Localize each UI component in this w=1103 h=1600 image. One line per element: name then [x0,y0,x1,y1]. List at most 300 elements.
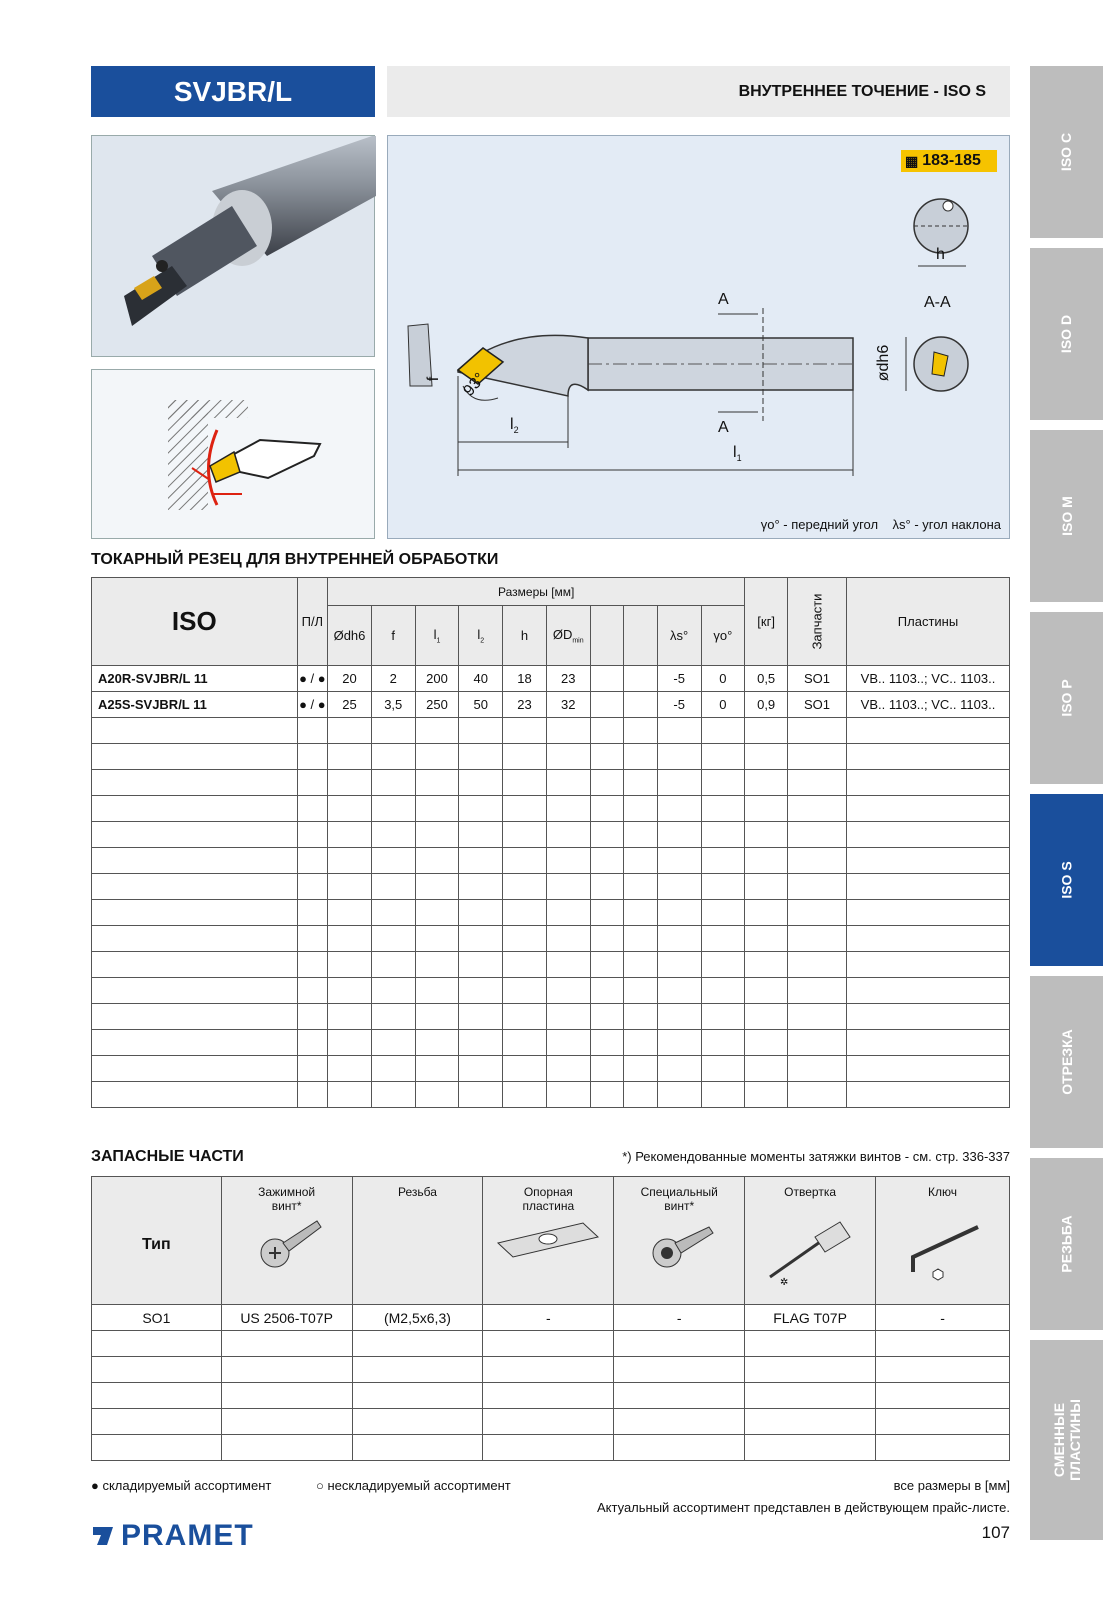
spare-cell [483,1409,614,1435]
table-cell [657,1082,701,1108]
table-cell: 23 [503,692,547,718]
table-cell [590,1056,624,1082]
section-marker-top: A [718,291,729,308]
table-cell [546,1082,590,1108]
table-cell [624,718,658,744]
spare-cell: US 2506-T07P [221,1305,352,1331]
table-row [92,926,1010,952]
col-thread: Резьба [352,1177,483,1305]
table-cell [624,874,658,900]
catalog-reference[interactable]: ▦ 183-185 [901,150,997,172]
table-cell: ● / ● [297,692,328,718]
table-cell [415,1056,459,1082]
tool-code-cell [92,848,298,874]
table-cell [503,848,547,874]
table-row [92,718,1010,744]
brand-mark-icon [91,1523,117,1549]
spare-cell [745,1409,876,1435]
spare-cell [352,1435,483,1461]
table-row [92,822,1010,848]
spare-row [92,1383,1010,1409]
spare-cell: - [614,1305,745,1331]
table-cell [415,900,459,926]
table-cell: 20 [328,666,372,692]
table-cell [459,1030,503,1056]
table-cell: 200 [415,666,459,692]
table-cell [624,848,658,874]
table-cell: 0,5 [745,666,788,692]
table-cell [701,978,745,1004]
table-cell [546,770,590,796]
spare-cell: (M2,5x6,3) [352,1305,483,1331]
tool-code-cell [92,1004,298,1030]
table-cell [415,926,459,952]
table-cell [297,926,328,952]
table-cell [459,848,503,874]
table-cell [546,900,590,926]
spare-cell [614,1435,745,1461]
spare-cell [92,1383,222,1409]
tool-table [91,577,1010,1108]
table-cell [745,926,788,952]
table-cell [371,770,415,796]
table-cell [503,926,547,952]
col-spare: Запчасти [788,578,847,666]
table-cell [459,770,503,796]
spare-cell: - [876,1305,1010,1331]
table-cell [745,1056,788,1082]
table-cell [297,1004,328,1030]
spare-cell [483,1383,614,1409]
spare-cell [483,1435,614,1461]
table-cell [371,952,415,978]
table-row [92,692,1010,718]
col-special-screw: Специальный винт* [614,1177,745,1305]
table-cell [371,900,415,926]
col-empty-1 [590,606,624,666]
table-cell [624,1004,658,1030]
table-cell [657,718,701,744]
table-cell [847,848,1010,874]
col-lambda: λs° [657,606,701,666]
tool-code-cell: A20R-SVJBR/L 11 [92,666,298,692]
table-cell [328,770,372,796]
tool-code-cell [92,744,298,770]
table-cell [546,744,590,770]
spare-cell [92,1435,222,1461]
table-cell [701,926,745,952]
table-cell [328,1030,372,1056]
table-row [92,1082,1010,1108]
tab-cutoff[interactable]: ОТРЕЗКА [1030,976,1103,1148]
table-cell [788,1004,847,1030]
table-cell [459,1056,503,1082]
table-cell [371,926,415,952]
tab-threading[interactable]: РЕЗЬБА [1030,1158,1103,1330]
table-cell [459,978,503,1004]
table-cell [701,874,745,900]
table-cell [297,1030,328,1056]
table-cell: VB.. 1103..; VC.. 1103.. [847,666,1010,692]
table-cell [590,900,624,926]
table-cell [328,1056,372,1082]
table-cell [297,718,328,744]
table-cell [459,718,503,744]
spare-cell [614,1409,745,1435]
angle-legend: γo° - передний угол λs° - угол наклона [760,517,1001,532]
table-cell [503,900,547,926]
spare-cell [614,1383,745,1409]
table-cell [590,978,624,1004]
table-cell [745,978,788,1004]
table-cell [590,952,624,978]
table-cell: 0 [701,666,745,692]
spare-cell [745,1383,876,1409]
table-cell [788,770,847,796]
table-row [92,1056,1010,1082]
table-cell [371,1004,415,1030]
tool-code-cell: A25S-SVJBR/L 11 [92,692,298,718]
table-cell: 50 [459,692,503,718]
table-cell [657,744,701,770]
table-cell [745,718,788,744]
table-cell [371,796,415,822]
table-cell [657,1056,701,1082]
spare-cell [352,1409,483,1435]
table-cell: -5 [657,666,701,692]
table-cell [546,952,590,978]
table-cell: 25 [328,692,372,718]
table-row [92,900,1010,926]
tool-code-cell [92,1082,298,1108]
table-row [92,952,1010,978]
table-cell [847,978,1010,1004]
table-cell [590,822,624,848]
screwdriver-icon [760,1217,860,1287]
table-cell [503,1004,547,1030]
table-cell [503,822,547,848]
units-note: все размеры в [мм] [893,1478,1010,1493]
table-cell [328,978,372,1004]
table-row [92,744,1010,770]
table-cell [847,926,1010,952]
table-cell: 2 [371,666,415,692]
table-cell [745,952,788,978]
tab-inserts[interactable]: СМЕННЫЕ ПЛАСТИНЫ [1030,1340,1103,1540]
table-cell [415,770,459,796]
special-screw-icon [639,1213,719,1273]
table-cell [371,1082,415,1108]
table-cell [657,848,701,874]
category-header: ВНУТРЕННЕЕ ТОЧЕНИЕ - ISO S [387,66,1010,117]
table-cell [415,822,459,848]
spare-cell [352,1383,483,1409]
table-cell: VB.. 1103..; VC.. 1103.. [847,692,1010,718]
table-cell [415,848,459,874]
table-row [92,1030,1010,1056]
spare-cell [92,1409,222,1435]
col-empty-2 [624,606,658,666]
table-cell [328,848,372,874]
table-cell [624,770,658,796]
support-plate-icon [493,1213,603,1263]
table-cell [297,874,328,900]
section-marker-bottom: A [718,419,729,436]
table-cell [328,822,372,848]
table-cell [745,770,788,796]
dim-l2: $l_2$ [510,416,519,436]
table-cell [297,978,328,1004]
spare-row [92,1331,1010,1357]
tab-iso-d[interactable]: ISO D [1030,248,1103,420]
table-cell [459,796,503,822]
table-cell [788,796,847,822]
torque-note: *) Рекомендованные моменты затяжки винтов - см. стр. 336-337 [622,1149,1010,1164]
table-cell [788,1030,847,1056]
nonstock-legend: ○ нескладируемый ассортимент [316,1478,511,1493]
dim-dh6: ødh6 [875,344,893,382]
dim-angle: 93° [460,369,490,400]
table-cell [624,796,658,822]
table-cell [847,1004,1010,1030]
spare-title: ЗАПАСНЫЕ ЧАСТИ [91,1148,244,1165]
table-cell [546,1056,590,1082]
table-cell [459,952,503,978]
spare-cell [745,1357,876,1383]
table-cell [546,796,590,822]
table-cell [328,926,372,952]
table-cell [546,822,590,848]
table-cell [590,848,624,874]
table-cell [415,1004,459,1030]
table-row [92,978,1010,1004]
table-cell [701,718,745,744]
table-cell [745,796,788,822]
tool-code-cell [92,952,298,978]
table-cell [590,926,624,952]
table-cell [328,952,372,978]
table-cell [847,900,1010,926]
table-cell [745,900,788,926]
col-support-plate: Опорная пластина [483,1177,614,1305]
table-cell [328,900,372,926]
table-cell: -5 [657,692,701,718]
table-cell [788,848,847,874]
table-cell [297,900,328,926]
tool-code-cell [92,796,298,822]
table-cell [745,1030,788,1056]
table-cell [546,718,590,744]
tab-iso-s[interactable]: ISO S [1030,794,1103,966]
table-cell [788,978,847,1004]
tab-iso-c[interactable]: ISO C [1030,66,1103,238]
table-cell [657,900,701,926]
table-cell [847,822,1010,848]
table-cell [657,874,701,900]
table-cell [624,822,658,848]
table-cell [328,1082,372,1108]
table-cell [657,822,701,848]
table-cell [847,952,1010,978]
table-cell [745,1004,788,1030]
availability-note: Актуальный ассортимент представлен в действующем прайс-листе. [596,1500,1010,1515]
table-cell [503,952,547,978]
table-cell [503,874,547,900]
table-cell [847,744,1010,770]
table-cell [328,874,372,900]
tab-iso-p[interactable]: ISO P [1030,612,1103,784]
table-cell [788,952,847,978]
table-cell [297,1056,328,1082]
spare-cell [876,1357,1010,1383]
table-cell [788,744,847,770]
table-cell [788,1056,847,1082]
table-cell [624,1082,658,1108]
spare-cell [92,1331,222,1357]
table-cell [371,978,415,1004]
table-cell [745,874,788,900]
table-cell [788,718,847,744]
col-screwdriver: Отвертка ✲ [745,1177,876,1305]
table-cell: 0,9 [745,692,788,718]
col-dmin: $ØD_{min}$ [546,606,590,666]
table-cell [701,1004,745,1030]
table-cell [701,900,745,926]
table-cell [657,952,701,978]
table-row [92,666,1010,692]
table-cell [415,874,459,900]
table-cell [590,796,624,822]
table-cell [503,796,547,822]
brand-logo: PRAMET [91,1519,254,1553]
table-cell [624,1030,658,1056]
table-row [92,848,1010,874]
table-cell [657,1030,701,1056]
table-cell [745,848,788,874]
spare-row [92,1409,1010,1435]
table-row [92,796,1010,822]
table-cell [701,1056,745,1082]
spare-cell [876,1331,1010,1357]
table-cell [546,1030,590,1056]
table-cell [590,744,624,770]
table-cell [788,900,847,926]
spare-row [92,1435,1010,1461]
spare-cell [483,1357,614,1383]
table-cell [701,770,745,796]
table-cell [745,1082,788,1108]
spare-cell [352,1357,483,1383]
spare-cell [876,1383,1010,1409]
tool-photo [91,135,375,357]
table-cell [328,796,372,822]
table-cell [847,874,1010,900]
table-cell [415,1082,459,1108]
tool-code-cell [92,978,298,1004]
table-cell [546,848,590,874]
col-type: Тип [92,1177,222,1305]
table-cell [503,1030,547,1056]
dim-f: f [425,376,443,382]
table-cell [297,952,328,978]
section-label: A-A [924,294,951,311]
dim-h: h [936,246,945,263]
table-cell [657,1004,701,1030]
table-cell [788,1082,847,1108]
spare-cell: SO1 [92,1305,222,1331]
table-cell [624,1056,658,1082]
table-row [92,1004,1010,1030]
table-cell [415,744,459,770]
table-cell: ● / ● [297,666,328,692]
table-cell [788,822,847,848]
table-cell [657,796,701,822]
table-cell [590,692,624,718]
table-row [92,770,1010,796]
table-cell [624,692,658,718]
table-cell [459,822,503,848]
tool-code-cell [92,874,298,900]
table-cell [847,770,1010,796]
page-number: 107 [981,1523,1010,1542]
table-cell [590,770,624,796]
table-cell [297,744,328,770]
table-cell [328,1004,372,1030]
table-cell [297,822,328,848]
stock-legend: ● складируемый ассортимент [91,1478,272,1493]
table-cell [624,900,658,926]
spare-cell [876,1435,1010,1461]
table-cell [459,926,503,952]
table-cell [546,1004,590,1030]
table-cell [459,874,503,900]
application-drawing [91,369,375,539]
spare-cell [221,1357,352,1383]
tool-code-cell [92,900,298,926]
table-cell [328,718,372,744]
table-cell [701,848,745,874]
table-cell: SO1 [788,666,847,692]
table-cell [459,744,503,770]
table-cell [657,978,701,1004]
table-cell [415,978,459,1004]
spare-row [92,1357,1010,1383]
table-cell [624,926,658,952]
hex-key-icon [893,1217,993,1287]
screw-icon [247,1213,327,1273]
main-table-title: ТОКАРНЫЙ РЕЗЕЦ ДЛЯ ВНУТРЕННЕЙ ОБРАБОТКИ [91,551,499,568]
spare-row [92,1305,1010,1331]
table-cell [624,744,658,770]
table-cell [415,952,459,978]
tool-code-cell [92,770,298,796]
table-cell [503,1082,547,1108]
table-cell [788,874,847,900]
table-cell [297,770,328,796]
table-cell [371,718,415,744]
table-cell [546,874,590,900]
spare-cell [614,1357,745,1383]
table-cell [459,900,503,926]
table-cell: 23 [546,666,590,692]
spare-cell [221,1409,352,1435]
dim-l1: $l_1$ [733,444,742,464]
tab-iso-m[interactable]: ISO M [1030,430,1103,602]
col-kg: [кг] [745,578,788,666]
table-cell [788,926,847,952]
table-cell [459,1004,503,1030]
table-cell [297,796,328,822]
